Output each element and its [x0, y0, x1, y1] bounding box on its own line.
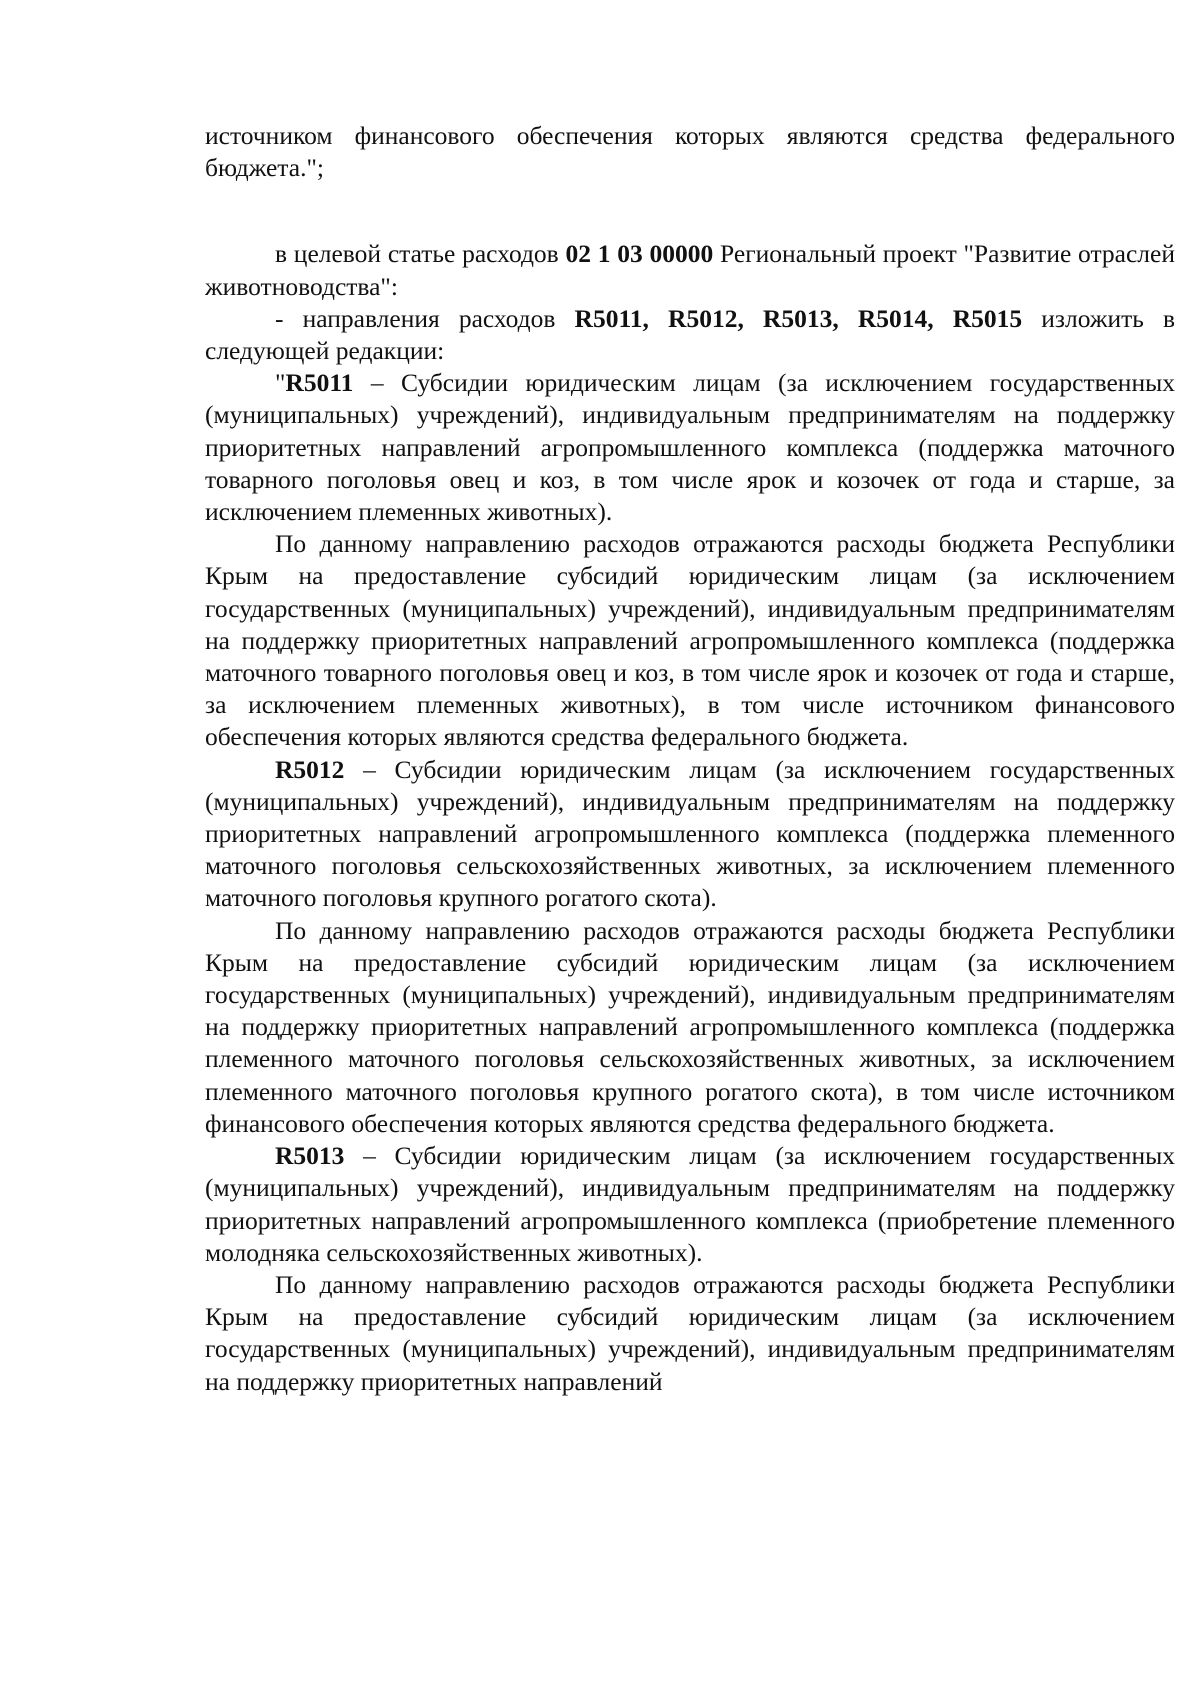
paragraph-r5013-description: По данному направлению расходов отражаются расходы бюджета Республики Крым на предоставление субсидий юридическим лицам (за исключением государственных (муниципальных) учреждений), индивидуальным предпринимателям на поддержку приоритетных направлений — [205, 1269, 1175, 1396]
paragraph-r5011 — [205, 367, 1175, 528]
paragraph-continuation: источником финансового обеспечения которых являются средства федерального бюджета."; — [205, 121, 1175, 183]
paragraph-directions — [205, 303, 1175, 367]
paragraph-r5011-description: По данному направлению расходов отражаются расходы бюджета Республики Крым на предоставление субсидий юридическим лицам (за исключением государственных (муниципальных) учреждений), индивидуальным предпринимателям на поддержку приоритетных направлений агропромышленного комплекса (поддержка маточного товарного поголовья овец и коз, в том числе ярок и козочек от года и старше, за исключением племенных животных), в том числе источником финансового обеспечения которых являются средства федерального бюджета. — [205, 529, 1175, 752]
opening-quote: " — [275, 368, 286, 398]
code-r5012: R5012 — [275, 754, 345, 784]
directions-codes: R5011, R5012, R5013, R5014, R5015 — [574, 303, 1023, 333]
r5012-title: – Субсидии юридическим лицам (за исключением государственных (муниципальных) учреждений), индивидуальным предпринимателям на поддержку приоритетных направлений агропромышленного комплекса (поддержка племенного маточного поголовья сельскохозяйственных животных, за исключением племенного маточного поголовья крупного рогатого скота). — [205, 754, 1175, 913]
paragraph-r5012-description: По данному направлению расходов отражаются расходы бюджета Республики Крым на предоставление субсидий юридическим лицам (за исключением государственных (муниципальных) учреждений), индивидуальным предпринимателям на поддержку приоритетных направлений агропромышленного комплекса (поддержка племенного маточного поголовья сельскохозяйственных животных, за исключением племенного маточного поголовья крупного рогатого скота), в том числе источником финансового обеспечения которых являются средства федерального бюджета. — [205, 915, 1175, 1138]
paragraph-gap — [205, 184, 1175, 238]
r5013-title: – Субсидии юридическим лицам (за исключением государственных (муниципальных) учреждений), индивидуальным предпринимателям на поддержку приоритетных направлений агропромышленного комплекса (приобретение племенного молодняка сельскохозяйственных животных). — [205, 1141, 1175, 1267]
code-r5011: R5011 — [285, 368, 354, 398]
document-page — [205, 120, 1175, 1398]
target-article-code: 02 1 03 00000 — [565, 239, 714, 269]
paragraph-r5013 — [205, 1140, 1175, 1269]
directions-prefix: - направления расходов — [275, 303, 575, 333]
directions-suffix: изложить в следующей редакции: — [205, 303, 1176, 366]
target-article-suffix: Региональный проект "Развитие отраслей животноводства": — [205, 239, 1175, 301]
paragraph-target-article — [205, 238, 1175, 302]
code-r5013: R5013 — [275, 1141, 345, 1171]
paragraph-r5012 — [205, 754, 1175, 915]
target-article-prefix: в целевой статье расходов — [275, 239, 566, 269]
r5011-title: – Субсидии юридическим лицам (за исключением государственных (муниципальных) учреждений), индивидуальным предпринимателям на поддержку приоритетных направлений агропромышленного комплекса (поддержка маточного товарного поголовья овец и коз, в том числе ярок и козочек от года и старше, за исключением племенных животных). — [205, 368, 1175, 527]
